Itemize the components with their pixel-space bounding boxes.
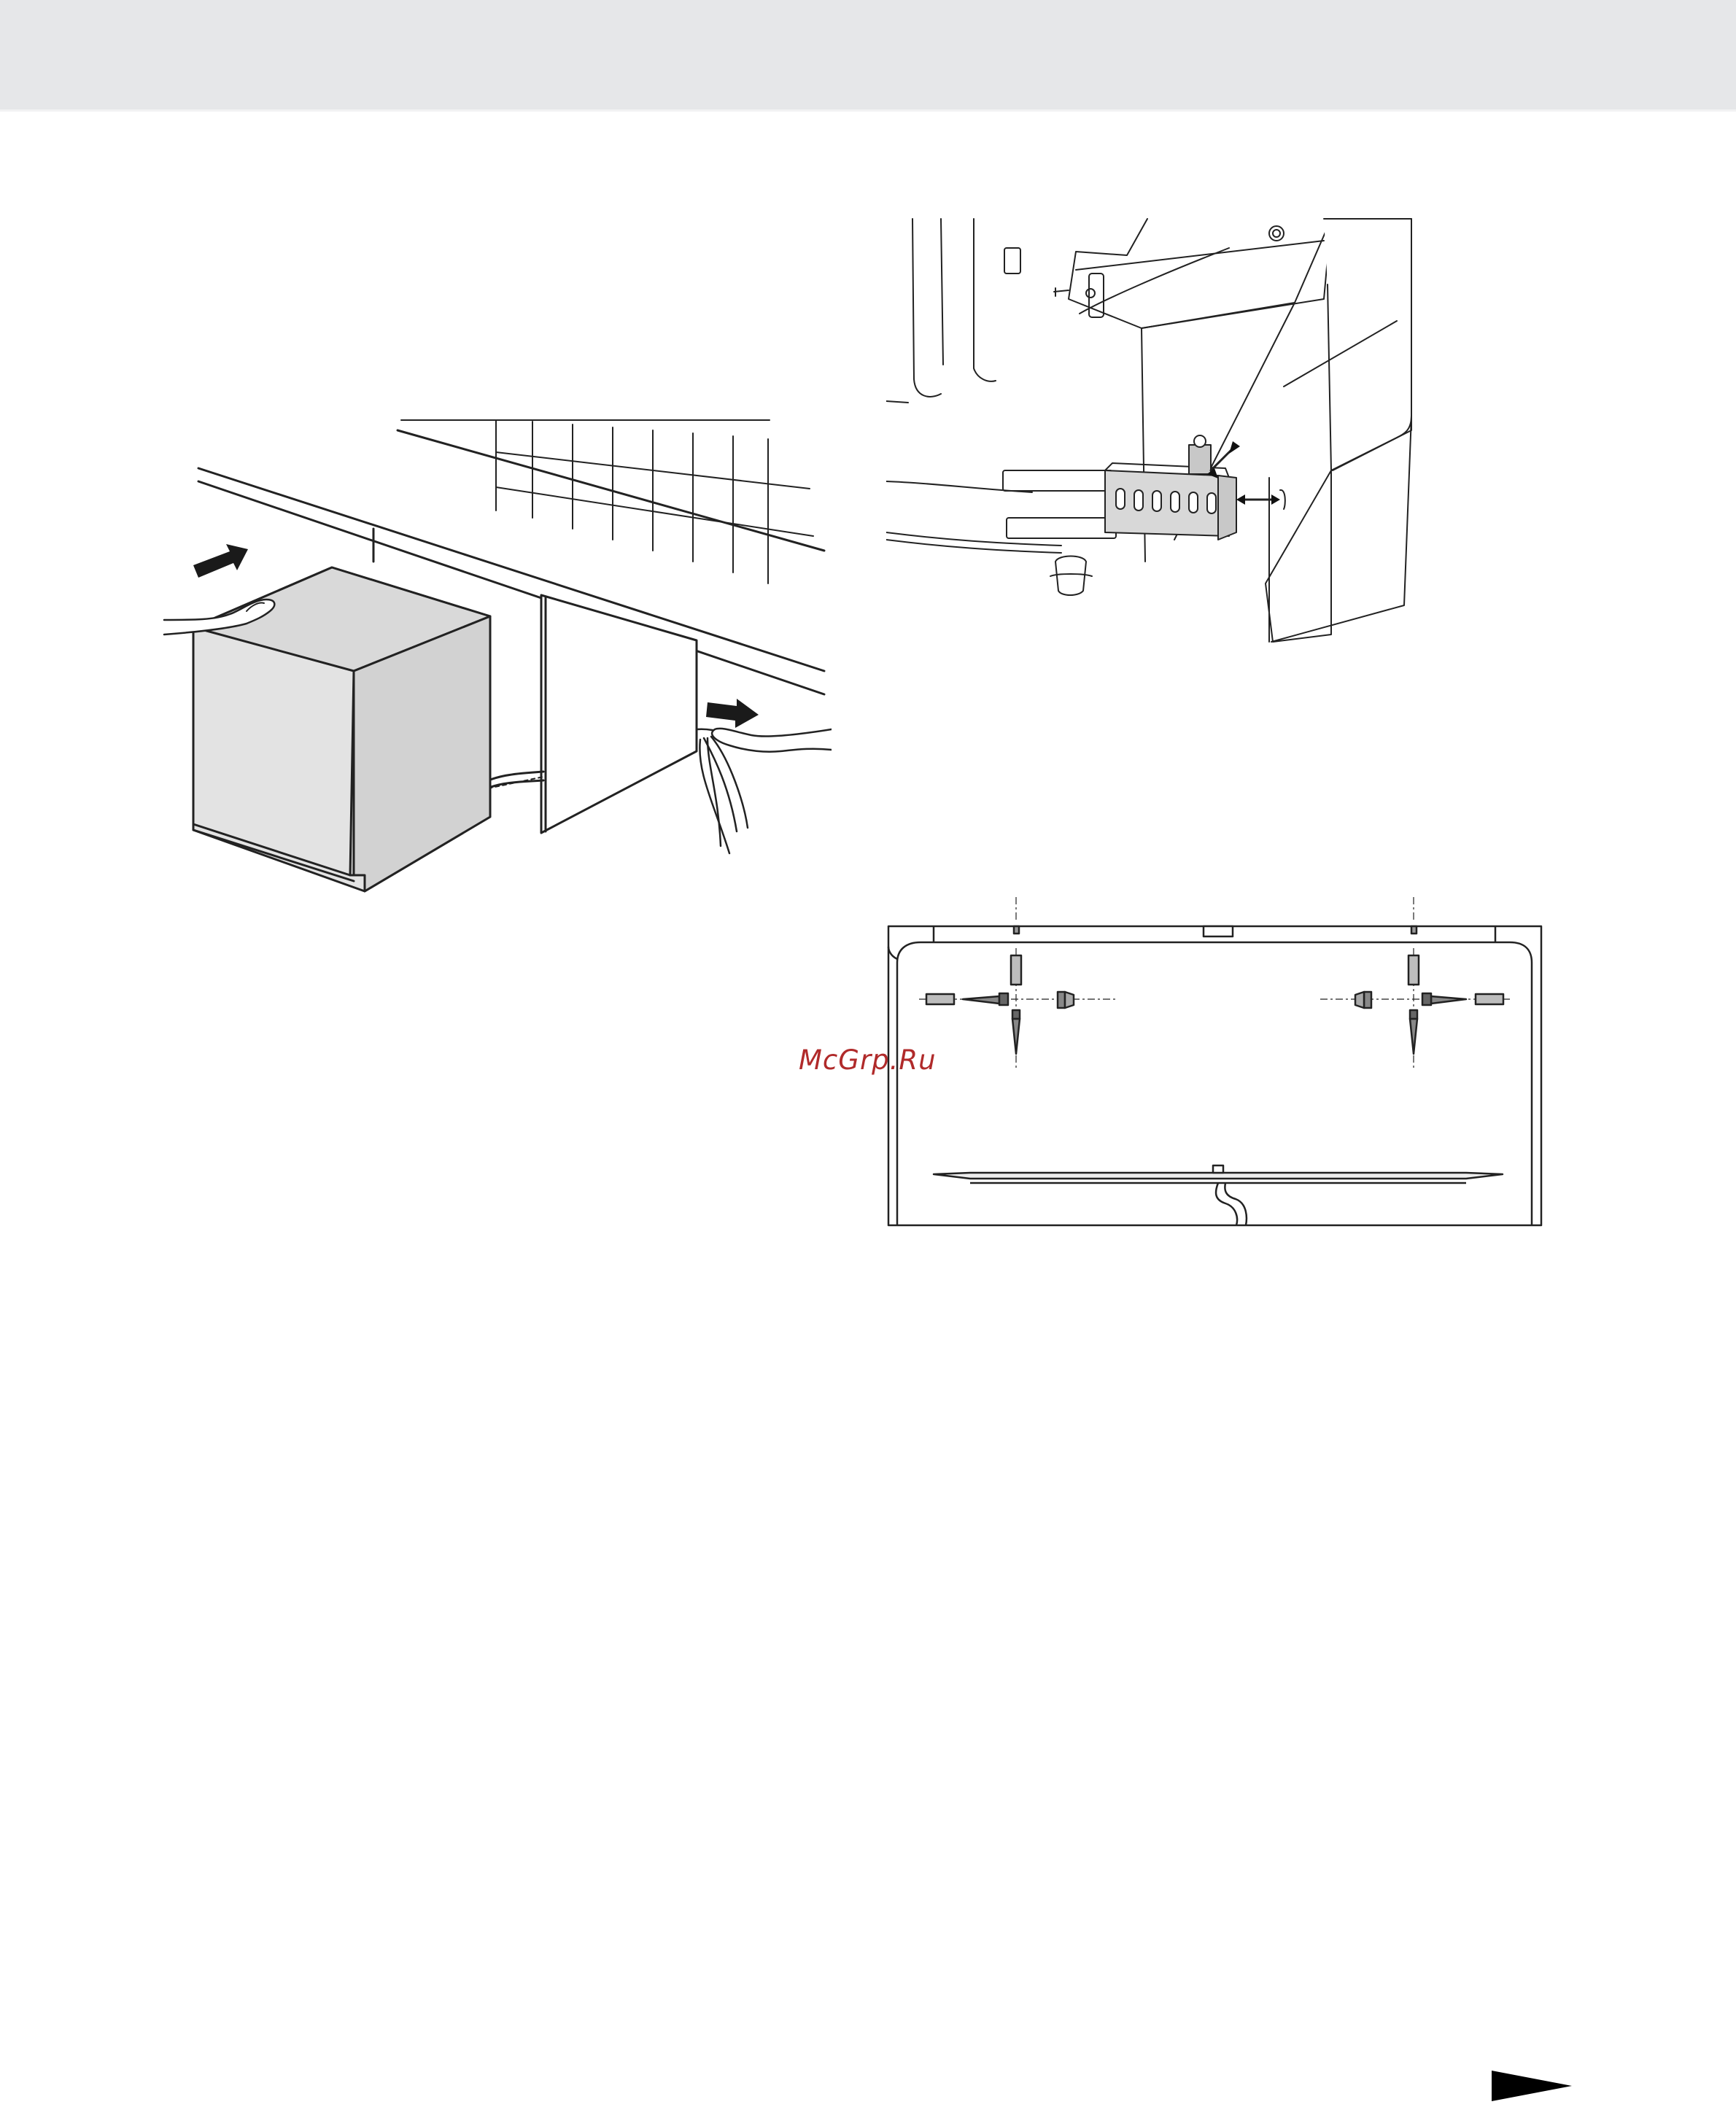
page-header-band [0,0,1736,112]
watermark-text: McGrp.Ru [799,1044,937,1076]
bracket-adjustment-illustration [886,212,1484,649]
installation-illustration [153,408,832,934]
next-page-arrow-icon[interactable] [1492,2068,1572,2104]
panel-screw-positions-diagram [883,897,1561,1233]
